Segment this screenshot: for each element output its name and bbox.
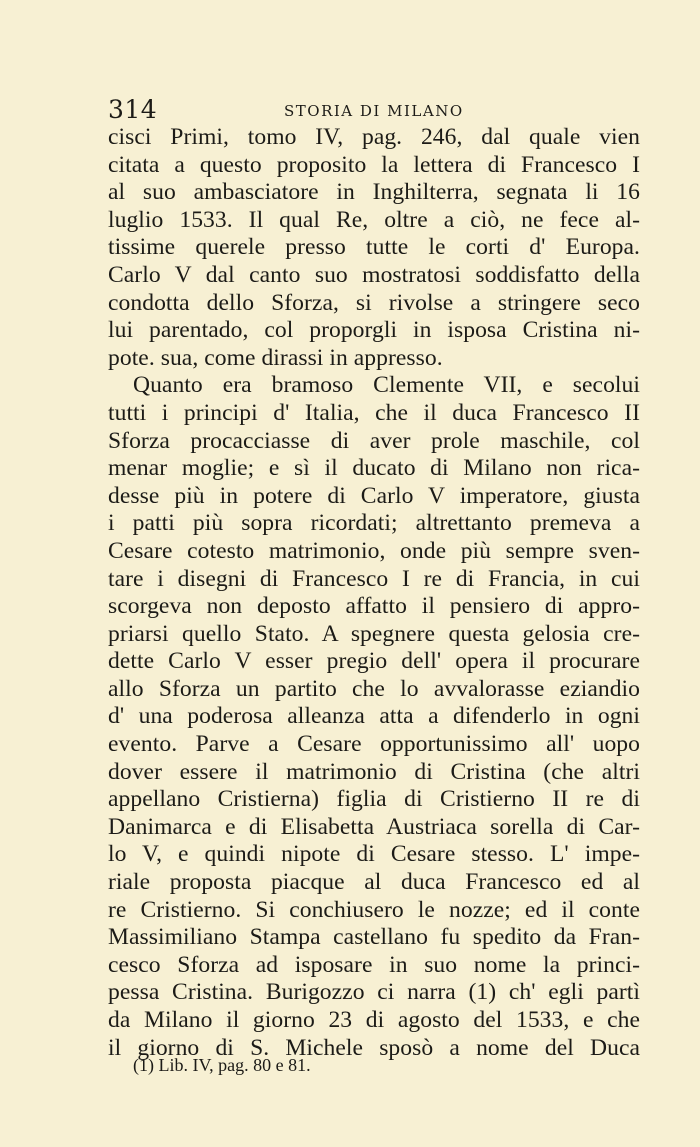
paragraph: [108, 372, 640, 1062]
text-line: Danimarca e di Elisabetta Austriaca sorella di Car-: [108, 813, 640, 840]
text-line: il giorno di S. Michele sposò a nome del Duca: [108, 1034, 640, 1061]
text-line: evento. Parve a Cesare opportunissimo all' uopo: [108, 731, 640, 758]
footnote: (1) Lib. IV, pag. 80 e 81.: [133, 1055, 311, 1075]
text-line: Massimiliano Stampa castellano fu spedito da Fran-: [108, 924, 640, 951]
text-line: desse più in potere di Carlo V imperatore, giusta: [108, 482, 640, 509]
text-line: priarsi quello Stato. A spegnere questa gelosia cre-: [108, 620, 640, 647]
text-line: re Cristierno. Si conchiusero le nozze; ed il conte: [108, 896, 640, 923]
running-title: STORIA DI MILANO: [284, 102, 464, 120]
text-line: allo Sforza un partito che lo avvalorasse eziandio: [108, 675, 640, 702]
text-line: scorgeva non deposto affatto il pensiero di appro-: [108, 593, 640, 620]
text-line: tutti i principi d' Italia, che il duca Francesco II: [108, 399, 640, 426]
text-line: Sforza procacciasse di aver prole maschile, col: [108, 427, 640, 454]
text-line: pote. sua, come dirassi in appresso.: [108, 344, 443, 371]
text-line: Quanto era bramoso Clemente VII, e secolui: [133, 372, 640, 399]
text-line: appellano Cristierna) figlia di Cristierno II re di: [108, 786, 640, 813]
text-line: Carlo V dal canto suo mostratosi soddisfatto della: [108, 261, 640, 288]
text-line: lui parentado, col proporgli in isposa Cristina ni-: [108, 317, 640, 344]
text-line: i patti più sopra ricordati; altrettanto premeva a: [108, 510, 640, 537]
text-line: d' una poderosa alleanza atta a difenderlo in ogni: [108, 703, 640, 730]
text-line: lo V, e quindi nipote di Cesare stesso. L' impe-: [108, 841, 640, 868]
text-line: cesco Sforza ad isposare in suo nome la princi-: [108, 951, 640, 978]
text-line: luglio 1533. Il qual Re, oltre a ciò, ne fece al-: [108, 206, 640, 233]
text-line: cisci Primi, tomo IV, pag. 246, dal quale vien: [108, 124, 640, 150]
text-line: da Milano il giorno 23 di agosto del 1533, e che: [108, 1007, 640, 1033]
text-line: tissime querele presso tutte le corti d' Europa.: [108, 234, 640, 261]
text-line: menar moglie; e sì il ducato di Milano non rica-: [108, 455, 640, 482]
text-line: al suo ambasciatore in Inghilterra, segnata li 16: [108, 179, 640, 206]
paragraph: [108, 124, 640, 372]
text-line: Cesare cotesto matrimonio, onde più sempre sven-: [108, 537, 640, 564]
page-header: [108, 95, 638, 125]
main-text: [108, 124, 640, 1062]
text-line: riale proposta piacque al duca Francesco ed al: [108, 869, 640, 896]
text-line: citata a questo proposito la lettera di Francesco I: [108, 151, 640, 178]
text-line: dover essere il matrimonio di Cristina (che altri: [108, 758, 640, 785]
text-line: condotta dello Sforza, si rivolse a stringere seco: [108, 289, 640, 316]
page-number: 314: [108, 95, 158, 124]
text-line: pessa Cristina. Burigozzo ci narra (1) ch' egli partì: [108, 979, 640, 1006]
text-line: tare i disegni di Francesco I re di Francia, in cui: [108, 565, 640, 592]
text-line: dette Carlo V esser pregio dell' opera il procurare: [108, 648, 640, 675]
